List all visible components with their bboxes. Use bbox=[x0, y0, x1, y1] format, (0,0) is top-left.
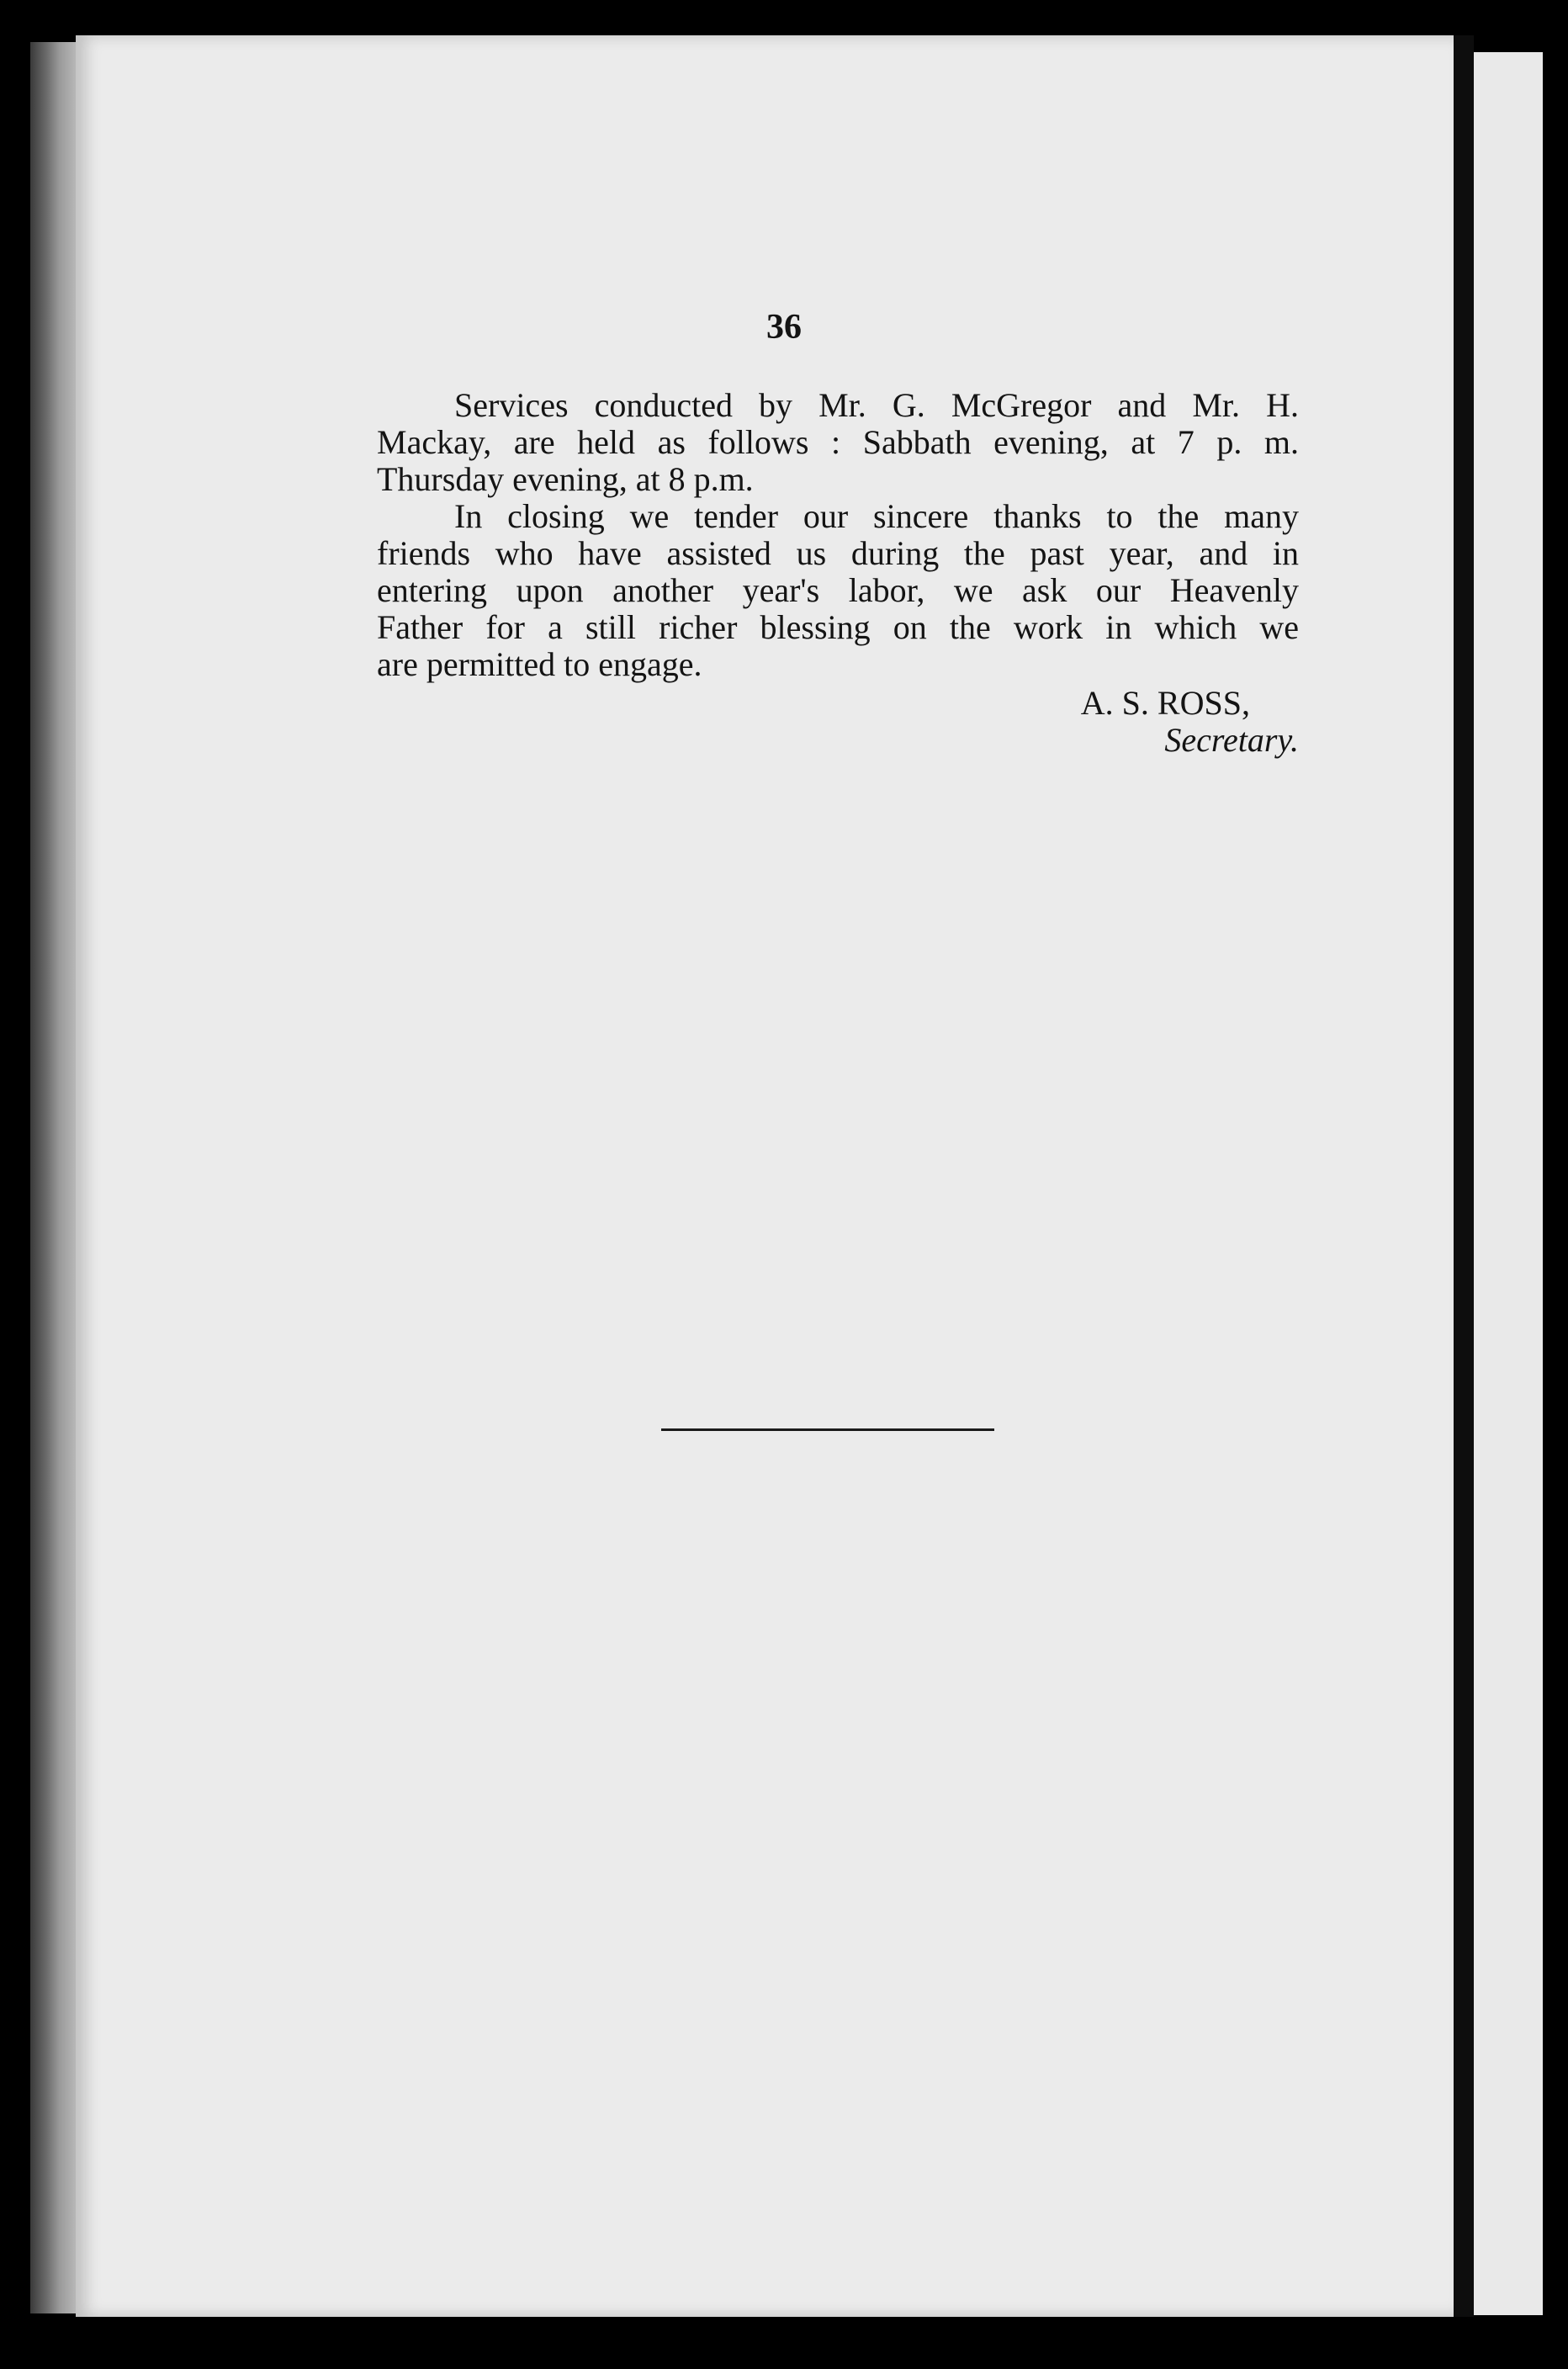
horizontal-rule bbox=[661, 1428, 994, 1431]
text-line: friends who have assisted us during the past year, and in bbox=[377, 534, 1299, 572]
paragraph-services bbox=[377, 387, 1299, 498]
text-line: Thursday evening, at 8 p.m. bbox=[377, 460, 754, 498]
book-binding-edge bbox=[30, 42, 79, 2313]
text-line: In closing we tender our sincere thanks to the many bbox=[454, 497, 1299, 535]
body-text bbox=[377, 387, 1299, 759]
text-line: are permitted to engage. bbox=[377, 645, 702, 683]
signature-name: A. S. ROSS, bbox=[1080, 684, 1250, 722]
paragraph-closing bbox=[377, 498, 1299, 683]
text-line: entering upon another year's labor, we ask our Heavenly bbox=[377, 571, 1299, 609]
text-line: Father for a still richer blessing on the work in which we bbox=[377, 608, 1299, 646]
text-line: Mackay, are held as follows : Sabbath evening, at 7 p. m. bbox=[377, 423, 1299, 461]
book-page bbox=[76, 35, 1454, 2317]
page-number: 36 bbox=[766, 308, 802, 347]
signature-title: Secretary. bbox=[1164, 721, 1299, 759]
text-line: Services conducted by Mr. G. McGregor and Mr. H. bbox=[454, 386, 1299, 424]
page-gutter bbox=[1454, 35, 1474, 2317]
signature-block bbox=[377, 685, 1299, 759]
facing-page-edge bbox=[1474, 52, 1543, 2315]
